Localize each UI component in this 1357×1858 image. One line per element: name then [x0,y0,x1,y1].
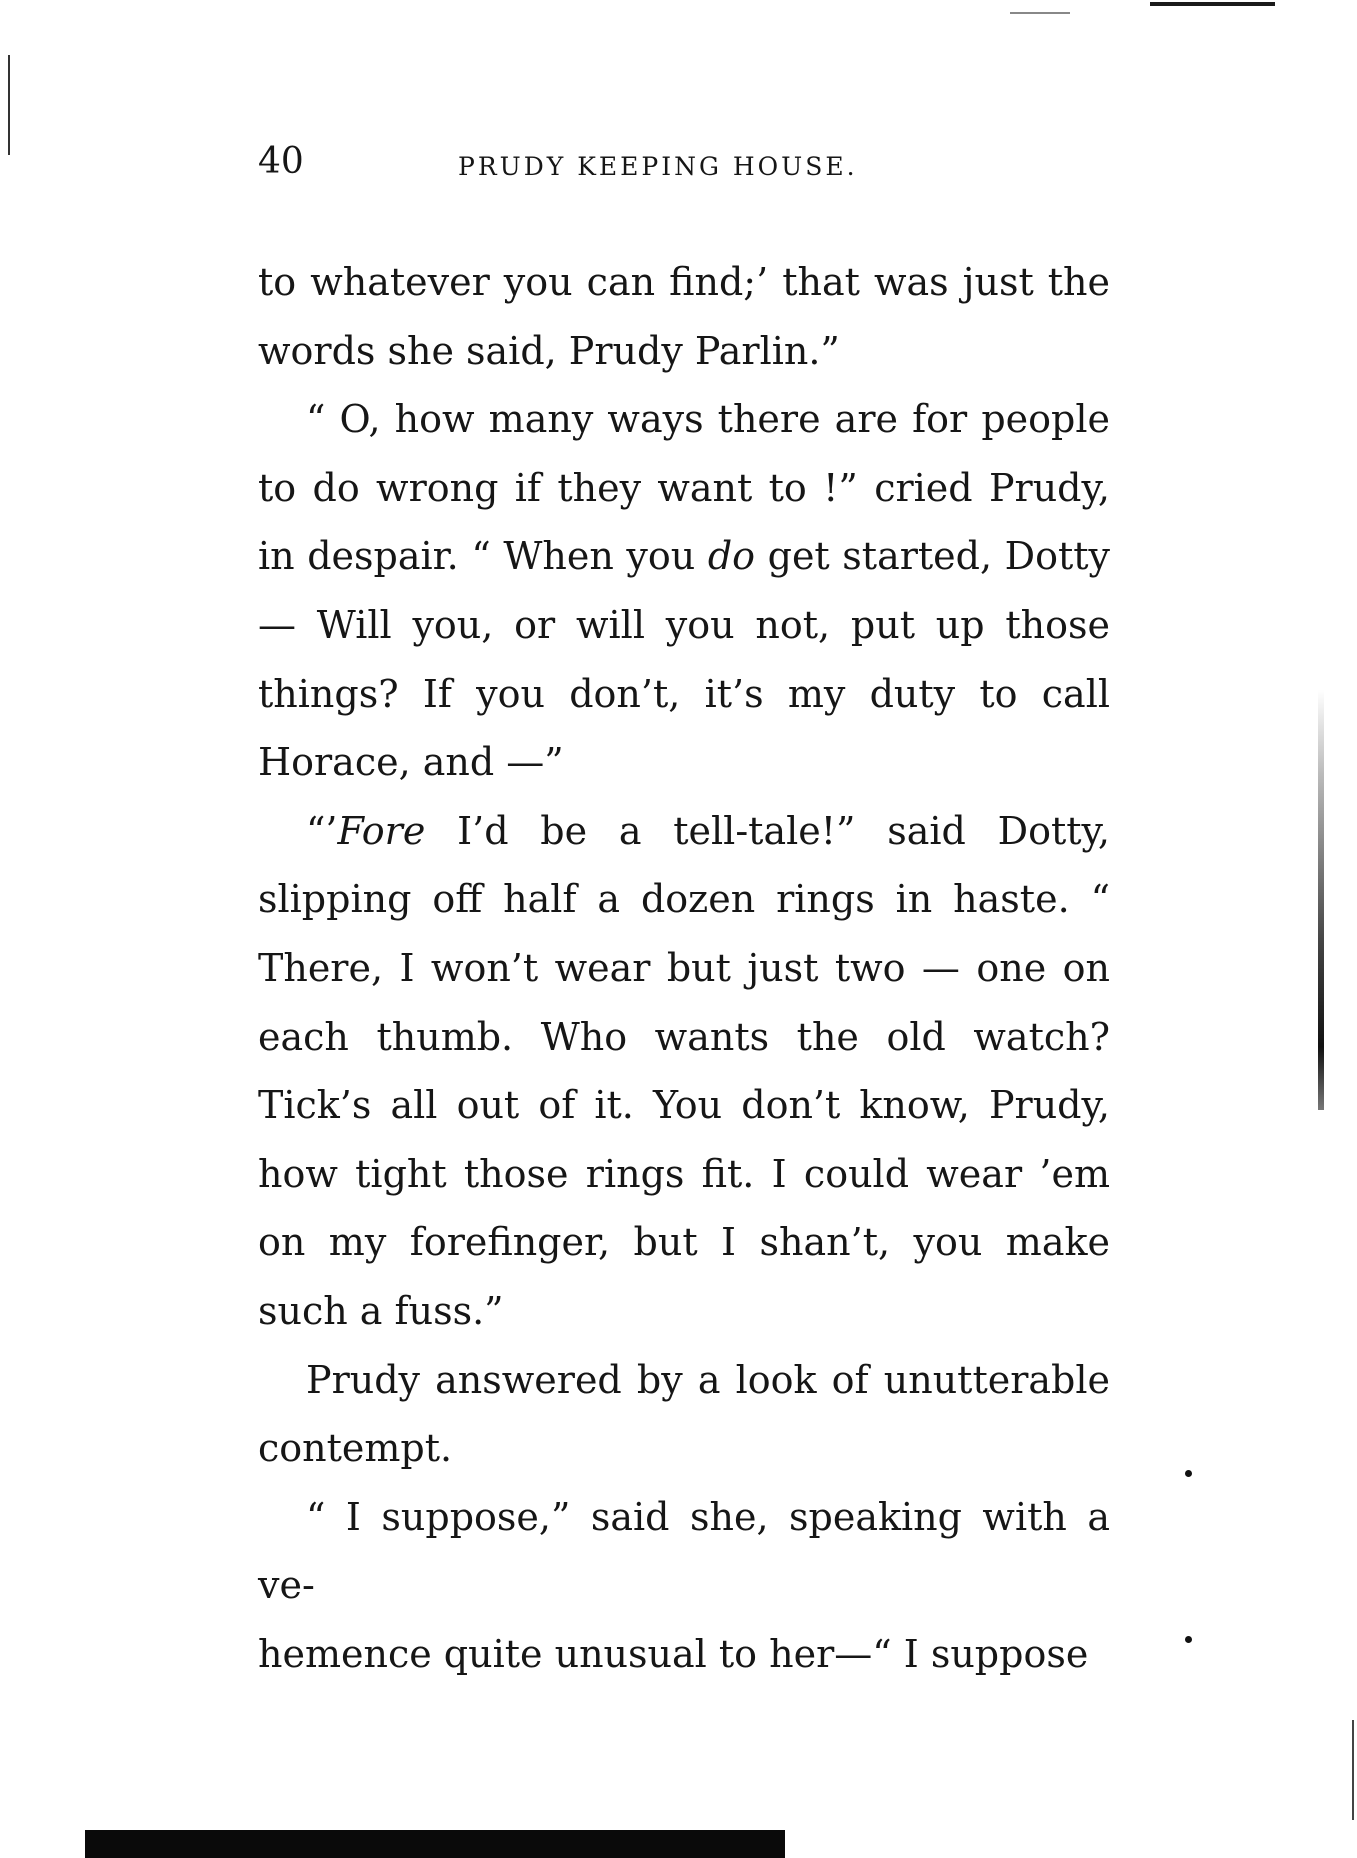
scan-speck [1185,1470,1192,1477]
paragraph-1 [258,248,1110,385]
paragraph-4 [258,1346,1110,1483]
paragraph-text: “’ [306,808,338,853]
paragraph-text: Prudy answered by a look of unutterable contempt. [258,1357,1110,1471]
scan-edge-bar-bottom [85,1830,785,1858]
paragraph-text: hemence quite unusual to her—“ I suppose [258,1631,1089,1676]
scan-edge-mark-top [1150,2,1275,6]
scan-edge-mark-right-lower [1352,1720,1354,1820]
paragraph-text: to whatever you can find;’ that was just the words she said, Prudy Parlin.” [258,260,1110,373]
paragraph-text: “ O, how many ways there are for people to do wrong if they want to !” cried Prudy, in despair. “ When you [258,397,1110,579]
scan-speck [1185,1636,1192,1643]
scan-speck-top [1010,12,1070,14]
page-header [258,142,1118,192]
scan-edge-shadow-right [1318,690,1324,1110]
emphasis-text: Fore [337,808,426,853]
page-number: 40 [258,141,304,182]
body-text [258,248,1110,1688]
scan-edge-mark-left [8,55,10,155]
paragraph-3 [258,797,1110,1346]
paragraph-text: get started, Dotty — Will you, or will you not, put up those things? If you don’t, it’s my duty to call Horace, and —” [258,534,1110,785]
emphasis-text: do [707,534,756,579]
paragraph-text: “ I suppose,” said she, speaking with a ve- [258,1494,1110,1608]
paragraph-5 [258,1483,1110,1689]
paragraph-text: I’d be a tell-tale!” said Dotty, slipping off half a dozen rings in haste. “ There, I won’t wear but just two — one on each thumb. Who wants the old watch? Tick’s all out of it. You don’t know, Prudy, how tight those rings fit. I could wear ’em on my forefinger, but I shan’t, you make such a fuss.” [258,808,1110,1333]
paragraph-2 [258,385,1110,797]
running-title: PRUDY KEEPING HOUSE. [458,152,858,181]
